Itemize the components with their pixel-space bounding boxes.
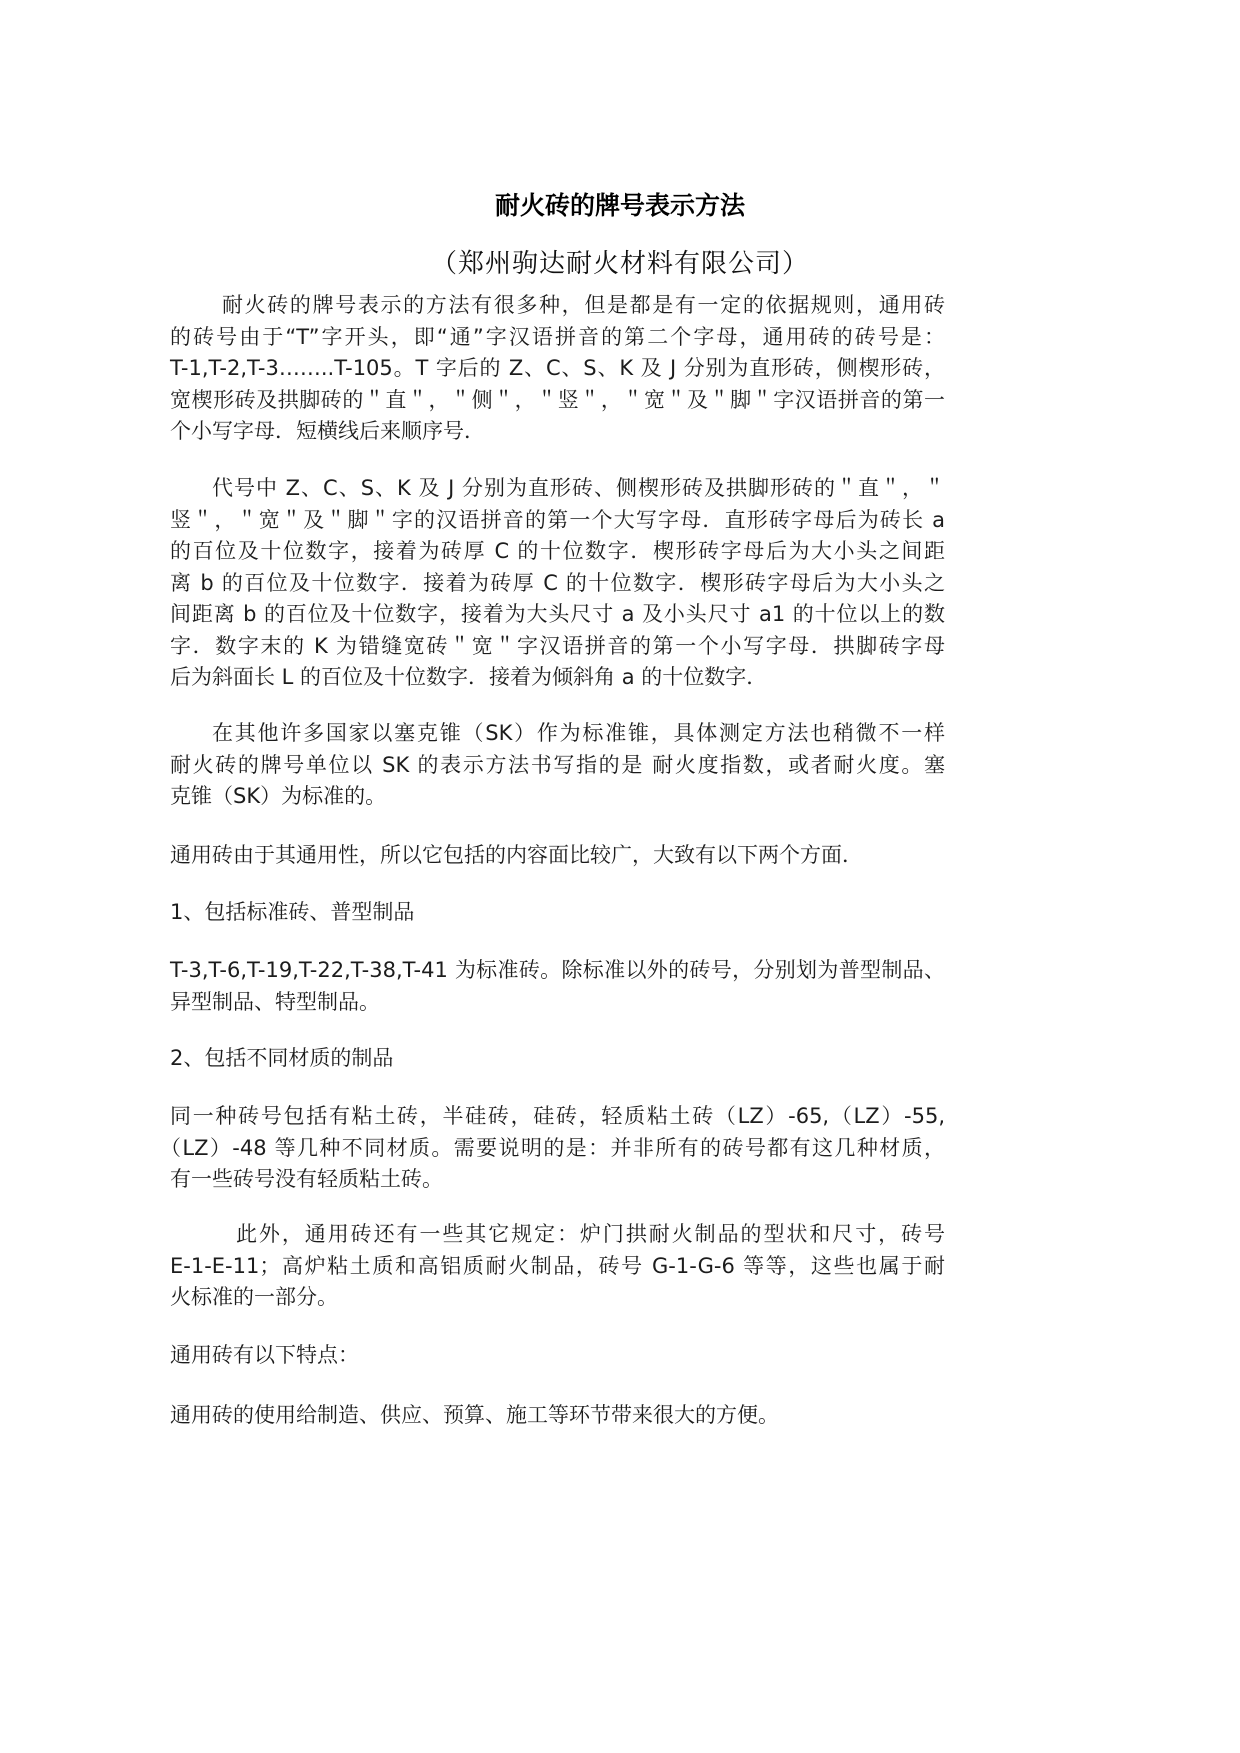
text-line: 此外，通用砖还有一些其它规定：炉门拱耐火制品的型状和尺寸，砖号: [236, 1222, 945, 1246]
paragraph-brick-numbering-intro: [170, 290, 945, 448]
text-line: 间距离 b 的百位及十位数字，接着为大头尺寸 a 及小头尺寸 a1 的十位以上的数: [170, 602, 945, 626]
text-line: 火标准的一部分。: [170, 1285, 338, 1309]
text-line: 的砖号由于“T”字开头，即“通”字汉语拼音的第二个字母，通用砖的砖号是：: [170, 324, 945, 349]
text-line: 耐火砖的牌号单位以 SK 的表示方法书写指的是 耐火度指数，或者耐火度。塞: [170, 752, 945, 777]
text-line: 异型制品、特型制品。: [170, 989, 380, 1014]
text-line: 代号中 Z、C、S、K 及 J 分别为直形砖、侧楔形砖及拱脚形砖的＂直＂，＂: [212, 476, 945, 500]
section-heading-features: [170, 1340, 945, 1372]
text-line: 在其他许多国家以塞克锥（SK）作为标准锥，具体测定方法也稍微不一样: [212, 721, 945, 745]
section-heading-standard-bricks: [170, 897, 945, 929]
text-line: 的百位及十位数字，接着为砖厚 C 的十位数字．楔形砖字母后为大小头之间距: [170, 539, 945, 563]
paragraph-sk-cone: [170, 718, 945, 813]
text-line: 有一些砖号没有轻质粘土砖。: [170, 1167, 443, 1191]
text-line: 同一种砖号包括有粘土砖，半硅砖，硅砖，轻质粘土砖（LZ）-65,（LZ）-55,: [170, 1104, 945, 1128]
text-line: 宽楔形砖及拱脚砖的＂直＂，＂侧＂，＂竖＂，＂宽＂及＂脚＂字汉语拼音的第一: [170, 387, 945, 412]
text-line: E-1-E-11；高炉粘土质和高铝质耐火制品，砖号 G-1-G-6 等等，这些也属于耐: [170, 1253, 945, 1278]
text-line: 竖＂，＂宽＂及＂脚＂字的汉语拼音的第一个大写字母．直形砖字母后为砖长 a: [170, 507, 945, 532]
text-line: 克锥（SK）为标准的。: [170, 784, 387, 808]
text-line: T-1,T-2,T-3……..T-105。T 字后的 Z、C、S、K 及 J 分别为直形砖，侧楔形砖，: [170, 356, 945, 380]
text-line: 后为斜面长 L 的百位及十位数字．接着为倾斜角 a 的十位数字．: [170, 665, 768, 689]
paragraph-code-letters: [170, 473, 945, 694]
paragraph-features: [170, 1400, 945, 1432]
paragraph-other-rules: [170, 1219, 945, 1314]
text-line: 通用砖由于其通用性，所以它包括的内容面比较广，大致有以下两个方面．: [170, 843, 863, 867]
text-line: T-3,T-6,T-19,T-22,T-38,T-41 为标准砖。除标准以外的砖号，分别划为普型制品、: [170, 958, 945, 982]
text-line: （LZ）-48 等几种不同材质。需要说明的是：并非所有的砖号都有这几种材质，: [160, 1135, 945, 1160]
text-line: 2、包括不同材质的制品: [170, 1046, 394, 1070]
paragraph-standard-brick-list: [170, 955, 945, 1018]
text-line: 通用砖的使用给制造、供应、预算、施工等环节带来很大的方便。: [170, 1403, 779, 1427]
paragraph-general-brick-scope: [170, 840, 945, 872]
text-line: 字．数字末的 K 为错缝宽砖＂宽＂字汉语拼音的第一个小写字母．拱脚砖字母: [170, 633, 945, 658]
text-line: 耐火砖的牌号表示的方法有很多种，但是都是有一定的依据规则，通用砖: [222, 293, 945, 317]
text-line: 离 b 的百位及十位数字．接着为砖厚 C 的十位数字．楔形砖字母后为大小头之: [170, 570, 945, 595]
text-line: 通用砖有以下特点：: [170, 1343, 359, 1367]
document-subtitle: （郑州驹达耐火材料有限公司）: [430, 249, 809, 279]
text-line: 1、包括标准砖、普型制品: [170, 900, 415, 924]
paragraph-materials: [160, 1101, 945, 1196]
document-title: 耐火砖的牌号表示方法: [494, 191, 745, 220]
text-line: 个小写字母．短横线后来顺序号．: [170, 419, 485, 443]
section-heading-materials: [170, 1043, 945, 1075]
